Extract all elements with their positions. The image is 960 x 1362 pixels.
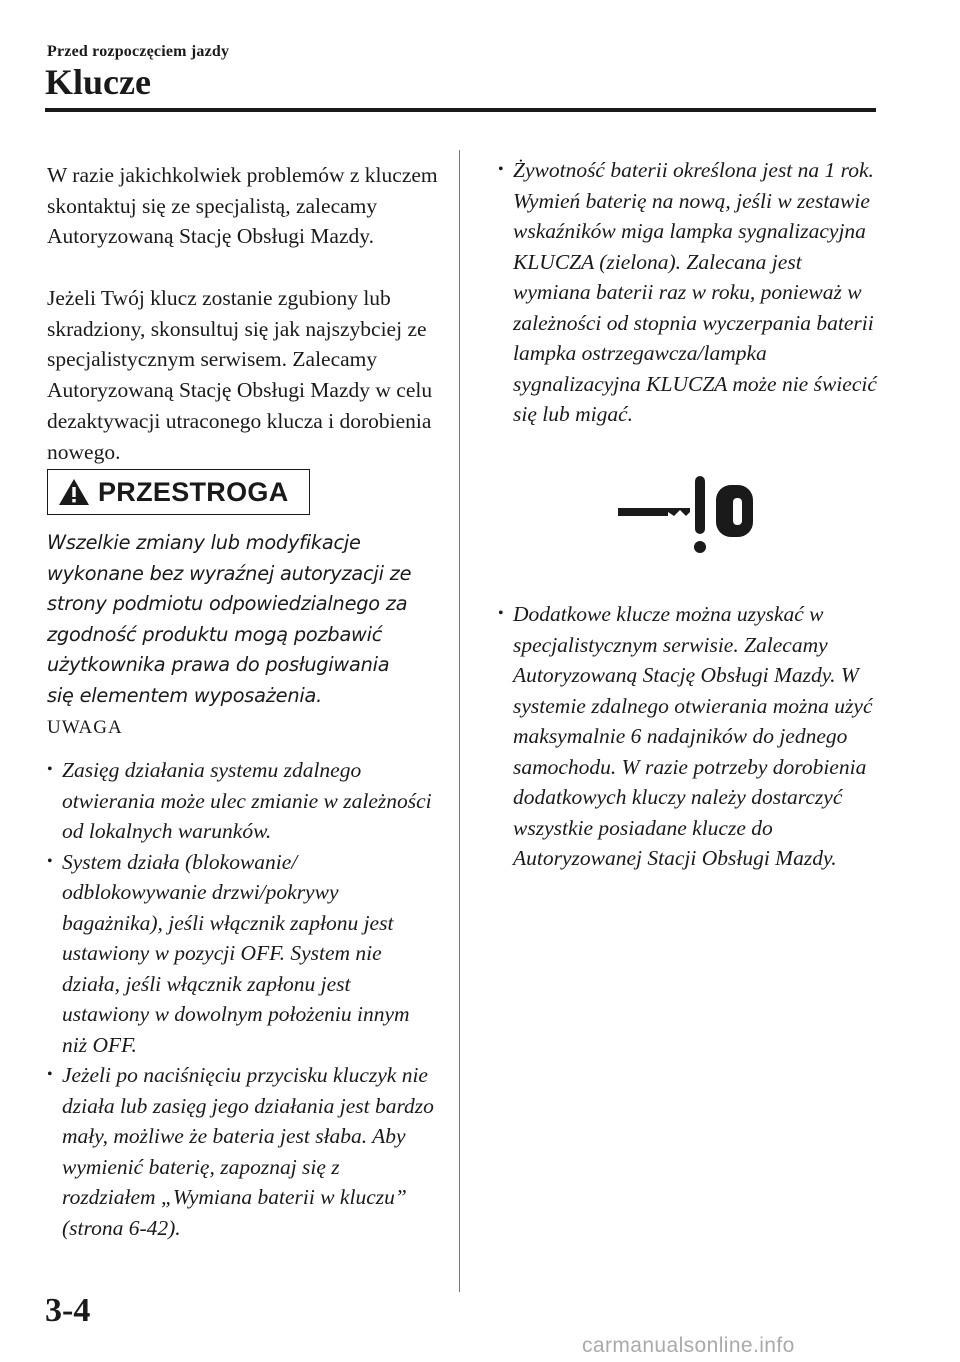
note-text: Żywotność baterii określona jest na 1 rok. Wymień baterię na nową, jeśli w zestawie wskaźników miga lampka sygnalizacyjna KLUCZA (zielona). Zalecana jest wymiana baterii raz w roku, ponieważ w zależności od stopnia wyczerpania baterii lampka ostrzegawcza/lampka sygnalizacyjna KLUCZA może nie świecić się lub migać. <box>513 158 877 426</box>
list-item <box>47 755 437 847</box>
caution-text: Wszelkie zmiany lub modyfikacje wykonane bez wyraźnej autoryzacji ze strony podmiotu odpowiedzialnego za zgodność produktu mogą pozbawić użytkownika prawa do posługiwania się elementem wyposażenia. <box>47 531 412 707</box>
page-title: Klucze <box>45 62 151 102</box>
extra-keys-note-list <box>498 599 888 874</box>
bullet-icon: • <box>47 852 53 870</box>
column-divider <box>459 150 460 1292</box>
note-text: Jeżeli po naciśnięciu przycisku kluczyk nie działa lub zasięg jego działania jest bardzo mały, możliwe że bateria jest słaba. Aby wymienić baterię, zapoznaj się z rozdziałem „Wymiana baterii w kluczu” (strona 6-42). <box>62 1063 434 1240</box>
page-number: 3-4 <box>45 1292 91 1329</box>
note-title: UWAGA <box>47 717 123 738</box>
bullet-icon: • <box>498 161 504 178</box>
bullet-icon: • <box>47 761 53 778</box>
lost-key-paragraph: Jeżeli Twój klucz zostanie zgubiony lub skradziony, skonsultuj się jak najszybciej ze specjalistycznym serwisem. Zalecamy Autoryzowaną Stację Obsługi Mazdy w celu dezaktywacji utraconego klucza i dorobienia nowego. <box>47 286 433 464</box>
caution-label: PRZESTROGA <box>98 477 289 507</box>
list-item <box>498 155 878 430</box>
intro-paragraph: W razie jakichkolwiek problemów z kluczem skontaktuj się ze specjalistą, zalecamy Autoryzowaną Stację Obsługi Mazdy. <box>47 163 438 249</box>
list-item <box>498 599 888 874</box>
section-label: Przed rozpoczęciem jazdy <box>47 43 230 60</box>
key-warning-icon <box>612 472 762 558</box>
note-text: Dodatkowe klucze można uzyskać w specjalistycznym serwisie. Zalecamy Autoryzowaną Stację Obsługi Mazdy. W systemie zdalnego otwierania można użyć maksymalnie 6 nadajników do jednego samochodu. W razie potrzeby dorobienia dodatkowych kluczy należy dostarczyć wszystkie posiadane klucze do Autoryzowanej Stacji Obsługi Mazdy. <box>513 602 873 870</box>
note-text: System działa (blokowanie/ odblokowywanie drzwi/pokrywy bagażnika), jeśli włącznik zapłonu jest ustawiony w pozycji OFF. System nie działa, jeśli włącznik zapłonu jest ustawiony w dowolnym położeniu innym niż OFF. <box>62 849 410 1057</box>
bullet-icon: • <box>47 1066 53 1083</box>
list-item <box>47 847 437 1061</box>
title-rule <box>45 108 876 112</box>
bullet-icon: • <box>498 605 504 622</box>
notes-list <box>47 755 437 1243</box>
list-item <box>47 1060 437 1243</box>
battery-note-list <box>498 155 878 430</box>
note-text: Zasięg działania systemu zdalnego otwierania może ulec zmianie w zależności od lokalnych warunków. <box>62 758 432 843</box>
warning-triangle-icon <box>58 478 90 506</box>
caution-box <box>47 469 310 515</box>
watermark: carmanualsonline.info <box>582 1334 795 1357</box>
